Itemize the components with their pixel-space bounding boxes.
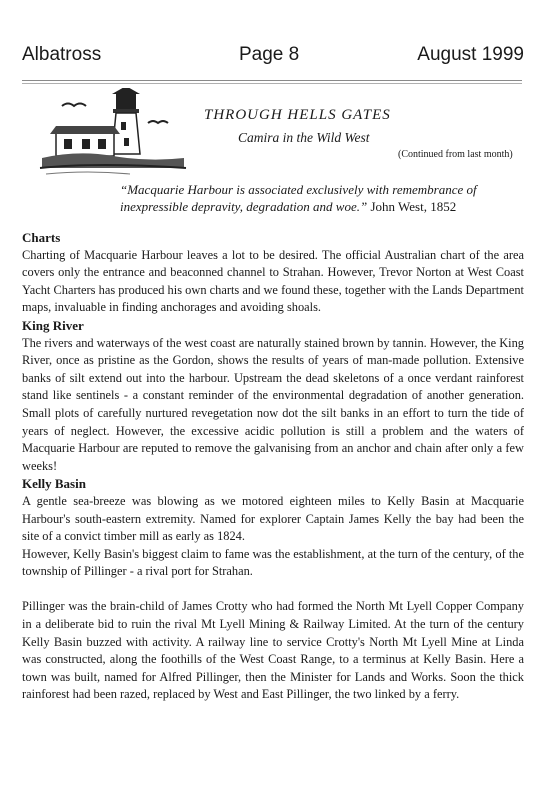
header-rule-secondary [22, 83, 522, 84]
paragraph: The rivers and waterways of the west coast are naturally stained brown by tannin. However, the King River, once as pristine as the Gordon, shows the results of years of man-made pollution. Extensive banks of silt extend out into the harbour. Upstream the dead skeletons of a once verdant rainforest stand like sentinels - a constant reminder of the environmental degradation of another generation. Small plots of carefully nurtured revegetation now dot the silt banks in an effort to turn the tide of years of neglect. However, the excessive acidic pollution is still a problem and the waters of Macquarie Harbour are reputed to remove the galvanising from an anchor and chain after only a few weeks! [22, 335, 524, 473]
paragraph-spacer [22, 581, 524, 599]
page-header [22, 44, 524, 68]
article-subtitle: Camira in the Wild West [238, 130, 370, 145]
quote-text: “Macquarie Harbour is associated exclusively with remembrance of inexpressible depravity, degradation and woe.” [120, 182, 477, 214]
quote-attribution: John West, 1852 [370, 199, 457, 214]
publication-name: Albatross [22, 44, 102, 65]
paragraph: A gentle sea-breeze was blowing as we motored eighteen miles to Kelly Basin at Macquarie Harbour's south-eastern extremity. Named for explorer Captain James Kelly the bay had been the site of a convict timber mill as early as 1824. [22, 493, 524, 544]
lighthouse-with-seagulls-icon [38, 88, 188, 180]
article-title: THROUGH HELLS GATES [204, 107, 391, 123]
epigraph-quote [120, 181, 530, 215]
header-rule [22, 80, 522, 81]
paragraph: Charting of Macquarie Harbour leaves a lot to be desired. The official Australian chart of the area covers only the entrance and beaconned channel to Strahan. However, Trevor Norton at West Coast Yacht Charters has produced his own charts and we found these, together with the Lands Department maps, invaluable in finding anchorages and avoiding shoals. [22, 247, 524, 315]
section-heading-kelly-basin: Kelly Basin [22, 476, 86, 492]
article-body [22, 229, 524, 704]
paragraph: However, Kelly Basin's biggest claim to fame was the establishment, at the turn of the century, of the township of Pillinger - a rival port for Strahan. [22, 546, 524, 579]
continued-note: (Continued from last month) [398, 149, 513, 160]
section-heading-king-river: King River [22, 317, 84, 333]
paragraph: Pillinger was the brain-child of James Crotty who had formed the North Mt Lyell Copper Company in a deliberate bid to ruin the rival Mt Lyell Mining & Railway Limited. At the turn of the century Kelly Basin buzzed with activity. A railway line to service Crotty's North Mt Lyell Mine at Linda was constructed, along the foothills of the West Coast Range, to a terminus at Kelly Basin. Here a town was built, named for Alfred Pillinger, then the Minister for Lands and Works. Soon the thick rainforest had been razed, replaced by West and East Pillinger, the two linked by a ferry. [22, 599, 524, 702]
page-number: Page 8 [239, 44, 300, 65]
section-heading-charts: Charts [22, 230, 61, 245]
issue-date: August 1999 [417, 44, 524, 65]
